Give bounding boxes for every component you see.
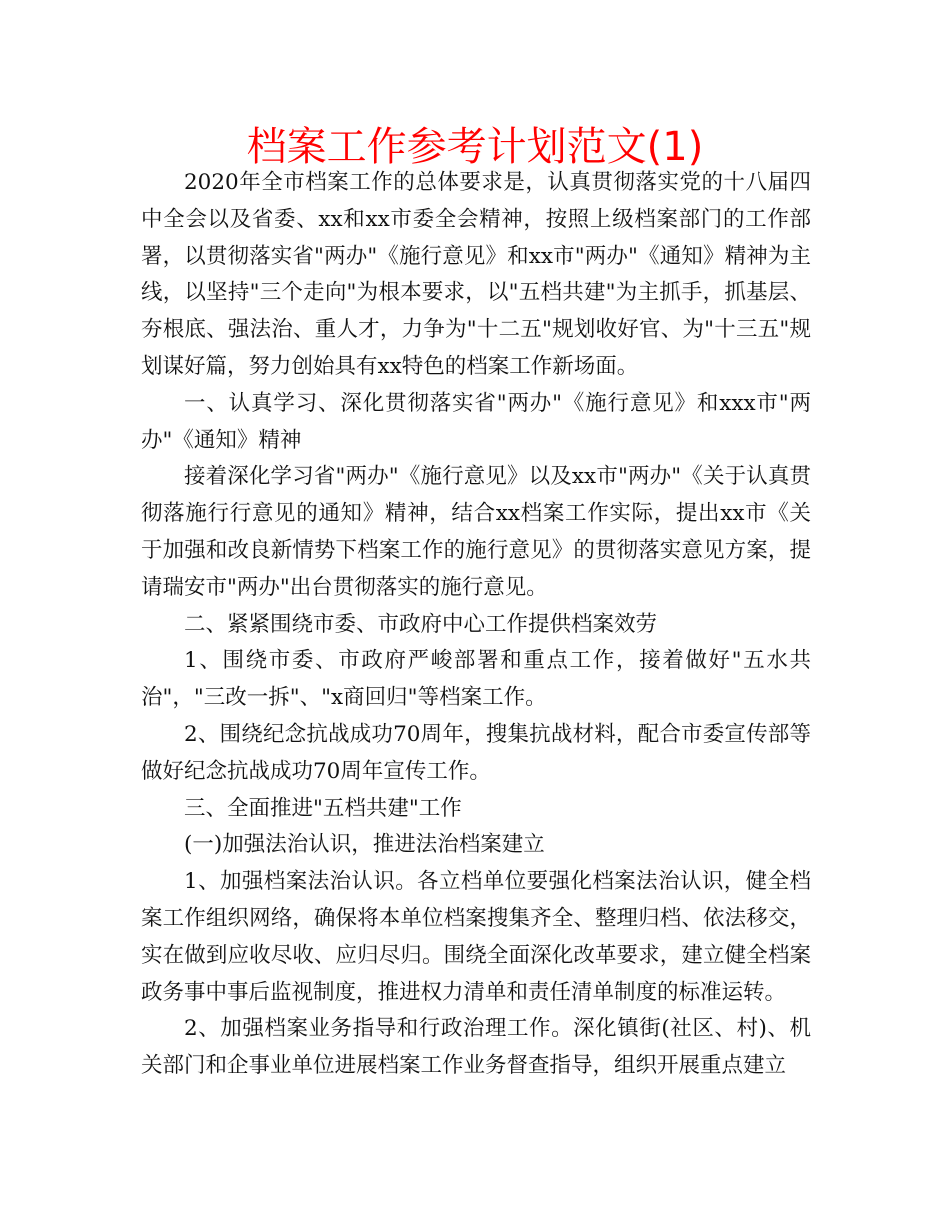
paragraph: 2020年全市档案工作的总体要求是，认真贯彻落实党的十八届四中全会以及省委、xx和xx市委全会精神，按照上级档案部门的工作部署，以贯彻落实省"两办"《施行意见》和xx市"两办"《通知》精神为主线，以坚持"三个走向"为根本要求，以"五档共建"为主抓手，抓基层、夯根底、强法治、重人才，力争为"十二五"规划收好官、为"十三五"规划谋好篇，努力创始具有xx特色的档案工作新场面。: [141, 170, 811, 379]
section-heading: 三、全面推进"五档共建"工作: [184, 795, 462, 821]
section-heading: 一、认真学习、深化贯彻落实省"两办"《施行意见》和xxx市"两办"《通知》精神: [141, 390, 811, 453]
subsection-heading: (一)加强法治认识，推进法治档案建立: [184, 832, 545, 858]
paragraph: 接着深化学习省"两办"《施行意见》以及xx市"两办"《关于认真贯彻落施行行意见的通知》精神，结合xx档案工作实际，提出xx市《关于加强和改良新情势下档案工作的施行意见》的贯彻落实意见方案，提请瑞安市"两办"出台贯彻落实的施行意见。: [141, 464, 811, 600]
document-body: [141, 165, 811, 1085]
paragraph: 1、加强档案法治认识。各立档单位要强化档案法治认识，健全档案工作组织网络，确保将本单位档案搜集齐全、整理归档、依法移交，实在做到应收尽收、应归尽归。围绕全面深化改革要求，建立健全档案政务事中事后监视制度，推进权力清单和责任清单制度的标准运转。: [141, 869, 811, 1005]
paragraph: 2、围绕纪念抗战成功70周年，搜集抗战材料，配合市委宣传部等做好纪念抗战成功70周年宣传工作。: [141, 721, 811, 784]
paragraph: 2、加强档案业务指导和行政治理工作。深化镇街(社区、村)、机关部门和企事业单位进展档案工作业务督查指导，组织开展重点建立: [141, 1016, 811, 1079]
section-heading: 二、紧紧围绕市委、市政府中心工作提供档案效劳: [184, 611, 658, 637]
document-title: 档案工作参考计划范文(1): [246, 124, 704, 170]
paragraph: 1、围绕市委、市政府严峻部署和重点工作，接着做好"五水共治"，"三改一拆"、"x商回归"等档案工作。: [141, 648, 811, 711]
